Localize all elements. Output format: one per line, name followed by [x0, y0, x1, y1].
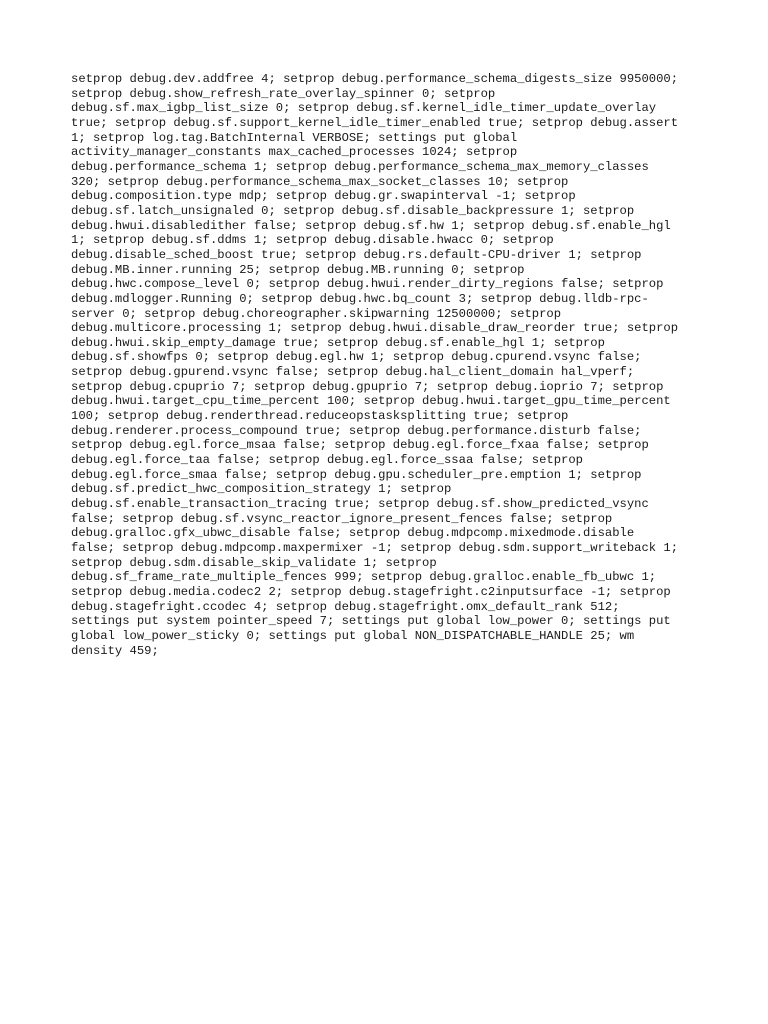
text-line: debug.sf_frame_rate_multiple_fences 999; setprop debug.gralloc.enable_fb_ubwc 1; [71, 570, 657, 585]
text-line: global low_power_sticky 0; settings put global NON_DISPATCHABLE_HANDLE 25; wm [71, 628, 635, 643]
text-line: debug.sf.predict_hwc_composition_strategy 1; setprop [71, 482, 452, 497]
text-line: 100; setprop debug.renderthread.reduceopstasksplitting true; setprop [71, 409, 569, 424]
text-line: debug.sf.enable_transaction_tracing true; setprop debug.sf.show_predicted_vsync [71, 497, 649, 512]
text-line: debug.egl.force_smaa false; setprop debug.gpu.scheduler_pre.emption 1; setprop [71, 467, 642, 482]
text-line: setprop debug.gpurend.vsync false; setprop debug.hal_client_domain hal_vperf; [71, 365, 635, 380]
text-line: debug.composition.type mdp; setprop debug.gr.swapinterval -1; setprop [71, 189, 576, 204]
text-line: debug.egl.force_taa false; setprop debug.egl.force_ssaa false; setprop [71, 453, 583, 468]
text-line: debug.stagefright.ccodec 4; setprop debug.stagefright.omx_default_rank 512; [71, 599, 620, 614]
text-line: setprop debug.cpuprio 7; setprop debug.gpuprio 7; setprop debug.ioprio 7; setprop [71, 379, 664, 394]
text-line: debug.disable_sched_boost true; setprop debug.rs.default-CPU-driver 1; setprop [71, 247, 642, 262]
text-line: 1; setprop log.tag.BatchInternal VERBOSE; settings put global [71, 130, 518, 145]
text-line: setprop debug.dev.addfree 4; setprop debug.performance_schema_digests_size 9950000; [71, 72, 679, 86]
text-line: debug.hwui.disabledither false; setprop debug.sf.hw 1; setprop debug.sf.enable_hgl [71, 218, 671, 233]
text-line: setprop debug.show_refresh_rate_overlay_spinner 0; setprop [71, 86, 496, 101]
text-line: 320; setprop debug.performance_schema_max_socket_classes 10; setprop [71, 174, 569, 189]
text-line: debug.sf.latch_unsignaled 0; setprop debug.sf.disable_backpressure 1; setprop [71, 203, 635, 218]
text-line: activity_manager_constants max_cached_processes 1024; setprop [71, 145, 518, 160]
text-line: setprop debug.egl.force_msaa false; setprop debug.egl.force_fxaa false; setprop [71, 438, 649, 453]
text-line: debug.MB.inner.running 25; setprop debug.MB.running 0; setprop [71, 262, 525, 277]
text-line: debug.hwc.compose_level 0; setprop debug.hwui.render_dirty_regions false; setprop [71, 277, 664, 292]
command-text-block [71, 72, 711, 658]
text-line: server 0; setprop debug.choreographer.skipwarning 12500000; setprop [71, 306, 562, 321]
text-line: setprop debug.sdm.disable_skip_validate 1; setprop [71, 555, 437, 570]
text-line: debug.mdlogger.Running 0; setprop debug.hwc.bq_count 3; setprop debug.lldb-rpc- [71, 291, 649, 306]
text-line: debug.sf.showfps 0; setprop debug.egl.hw 1; setprop debug.cpurend.vsync false; [71, 350, 642, 365]
text-line: debug.hwui.skip_empty_damage true; setprop debug.sf.enable_hgl 1; setprop [71, 335, 605, 350]
text-line: false; setprop debug.mdpcomp.maxpermixer -1; setprop debug.sdm.support_writeback 1; [71, 541, 679, 555]
text-line: debug.hwui.target_cpu_time_percent 100; setprop debug.hwui.target_gpu_time_percent [71, 394, 671, 409]
text-line: setprop debug.media.codec2 2; setprop debug.stagefright.c2inputsurface -1; setprop [71, 584, 671, 599]
text-line: true; setprop debug.sf.support_kernel_idle_timer_enabled true; setprop debug.assert [71, 115, 679, 130]
text-line: 1; setprop debug.sf.ddms 1; setprop debug.disable.hwacc 0; setprop [71, 233, 554, 248]
text-line: debug.renderer.process_compound true; setprop debug.performance.disturb false; [71, 423, 642, 438]
text-line: debug.multicore.processing 1; setprop debug.hwui.disable_draw_reorder true; setprop [71, 321, 679, 336]
text-line: settings put system pointer_speed 7; settings put global low_power 0; settings put [71, 614, 671, 629]
text-line: false; setprop debug.sf.vsync_reactor_ignore_present_fences false; setprop [71, 511, 613, 526]
text-line: debug.performance_schema 1; setprop debug.performance_schema_max_memory_classes [71, 159, 649, 174]
text-line: debug.gralloc.gfx_ubwc_disable false; setprop debug.mdpcomp.mixedmode.disable [71, 526, 635, 541]
text-line: debug.sf.max_igbp_list_size 0; setprop debug.sf.kernel_idle_timer_update_overlay [71, 101, 657, 116]
text-line: density 459; [71, 643, 159, 658]
